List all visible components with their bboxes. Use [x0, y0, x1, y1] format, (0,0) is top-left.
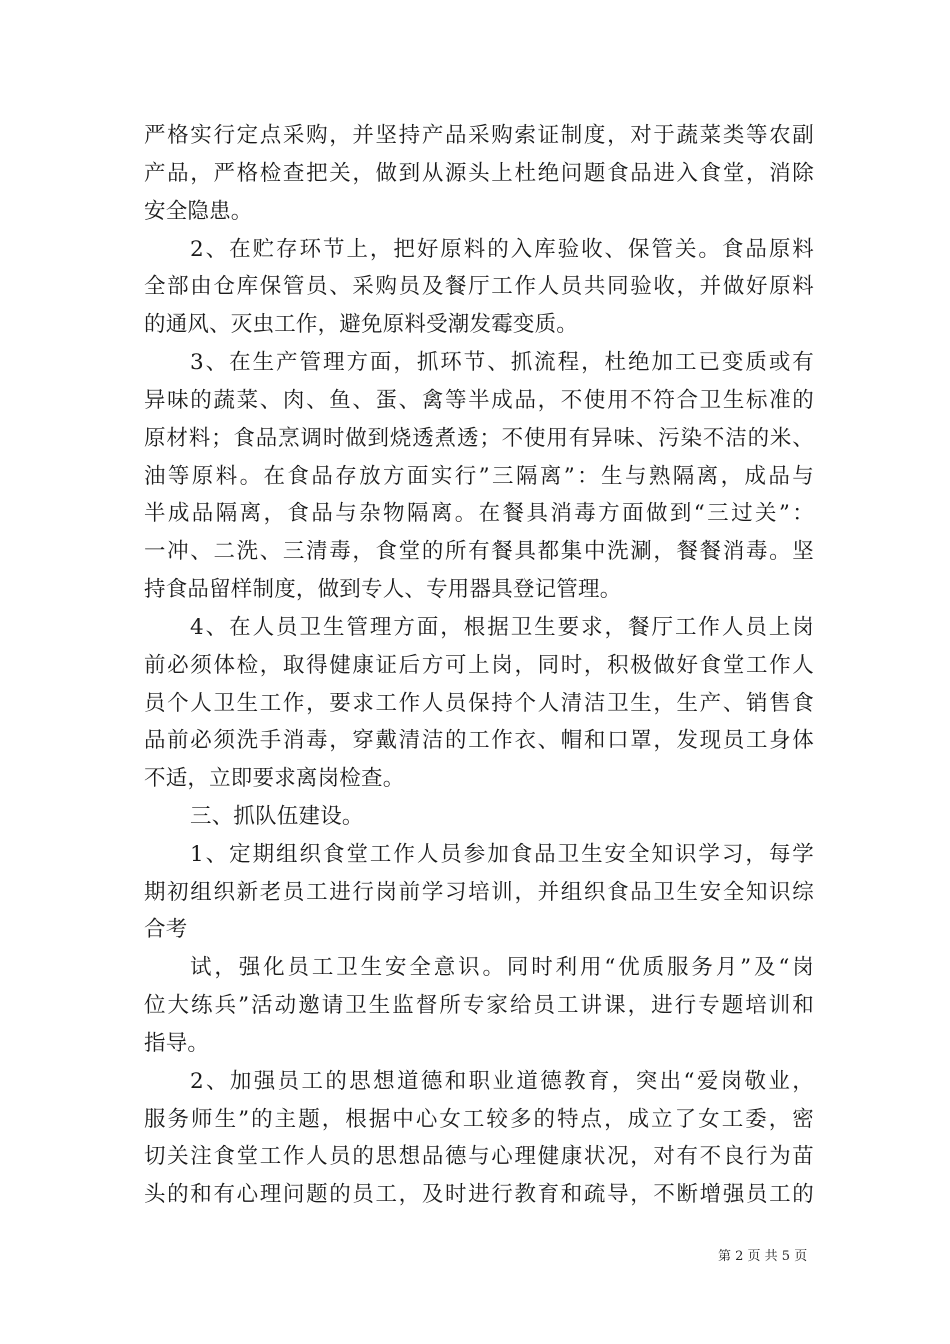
page-number-footer: 第 2 页 共 5 页 [718, 1249, 808, 1264]
paragraph-start-line: 2、在贮存环节上，把好原料的入库验收、保管关。食品原料 [190, 237, 814, 262]
text-line: 半成品隔离，食品与杂物隔离。在餐具消毒方面做到“三过关”： [144, 501, 814, 526]
text-line: 异味的蔬菜、肉、鱼、蛋、禽等半成品，不使用不符合卫生标准的 [144, 388, 814, 413]
text-line: 头的和有心理问题的员工，及时进行教育和疏导，不断增强员工的 [144, 1182, 814, 1207]
text-line: 切关注食堂工作人员的思想品德与心理健康状况，对有不良行为苗 [144, 1144, 814, 1169]
paragraph-start-line: 3、在生产管理方面，抓环节、抓流程，杜绝加工已变质或有 [190, 350, 814, 375]
text-line: 油等原料。在食品存放方面实行”三隔离”：生与熟隔离，成品与 [144, 464, 814, 489]
paragraph-start-line: 1、定期组织食堂工作人员参加食品卫生安全知识学习，每学 [190, 842, 814, 867]
text-line: 位大练兵”活动邀请卫生监督所专家给员工讲课，进行专题培训和 [144, 993, 814, 1018]
text-line: 前必须体检，取得健康证后方可上岗，同时，积极做好食堂工作人 [144, 653, 814, 678]
paragraph-start-line: 2、加强员工的思想道德和职业道德教育，突出“爱岗敬业， [190, 1069, 814, 1094]
text-line: 产品，严格检查把关，做到从源头上杜绝问题食品进入食堂，消除 [144, 161, 814, 186]
text-line: 一冲、二洗、三清毒，食堂的所有餐具都集中洗涮，餐餐消毒。坚 [144, 539, 814, 564]
text-line: 安全隐患。 [144, 199, 253, 224]
text-line: 指导。 [144, 1031, 210, 1056]
text-line: 不适，立即要求离岗检查。 [144, 766, 405, 791]
text-line: 服务师生”的主题，根据中心女工较多的特点，成立了女工委，密 [144, 1107, 814, 1132]
text-line: 员个人卫生工作，要求工作人员保持个人清洁卫生，生产、销售食 [144, 691, 814, 716]
text-line: 全部由仓库保管员、采购员及餐厅工作人员共同验收，并做好原料 [144, 274, 814, 299]
text-line: 合考 [144, 917, 188, 942]
paragraph-start-line: 4、在人员卫生管理方面，根据卫生要求，餐厅工作人员上岗 [190, 615, 814, 640]
text-line: 持食品留样制度，做到专人、专用器具登记管理。 [144, 577, 622, 602]
text-line: 原材料；食品烹调时做到烧透煮透；不使用有异味、污染不洁的米、 [144, 426, 814, 451]
text-line: 品前必须洗手消毒，穿戴清洁的工作衣、帽和口罩，发现员工身体 [144, 728, 814, 753]
section-heading: 三、抓队伍建设。 [190, 804, 364, 829]
text-line: 的通风、灭虫工作，避免原料受潮发霉变质。 [144, 312, 579, 337]
paragraph-start-line: 试，强化员工卫生安全意识。同时利用“优质服务月”及“岗 [190, 955, 814, 980]
text-line: 期初组织新老员工进行岗前学习培训，并组织食品卫生安全知识综 [144, 880, 814, 905]
text-line: 严格实行定点采购，并坚持产品采购索证制度，对于蔬菜类等农副 [144, 123, 814, 148]
